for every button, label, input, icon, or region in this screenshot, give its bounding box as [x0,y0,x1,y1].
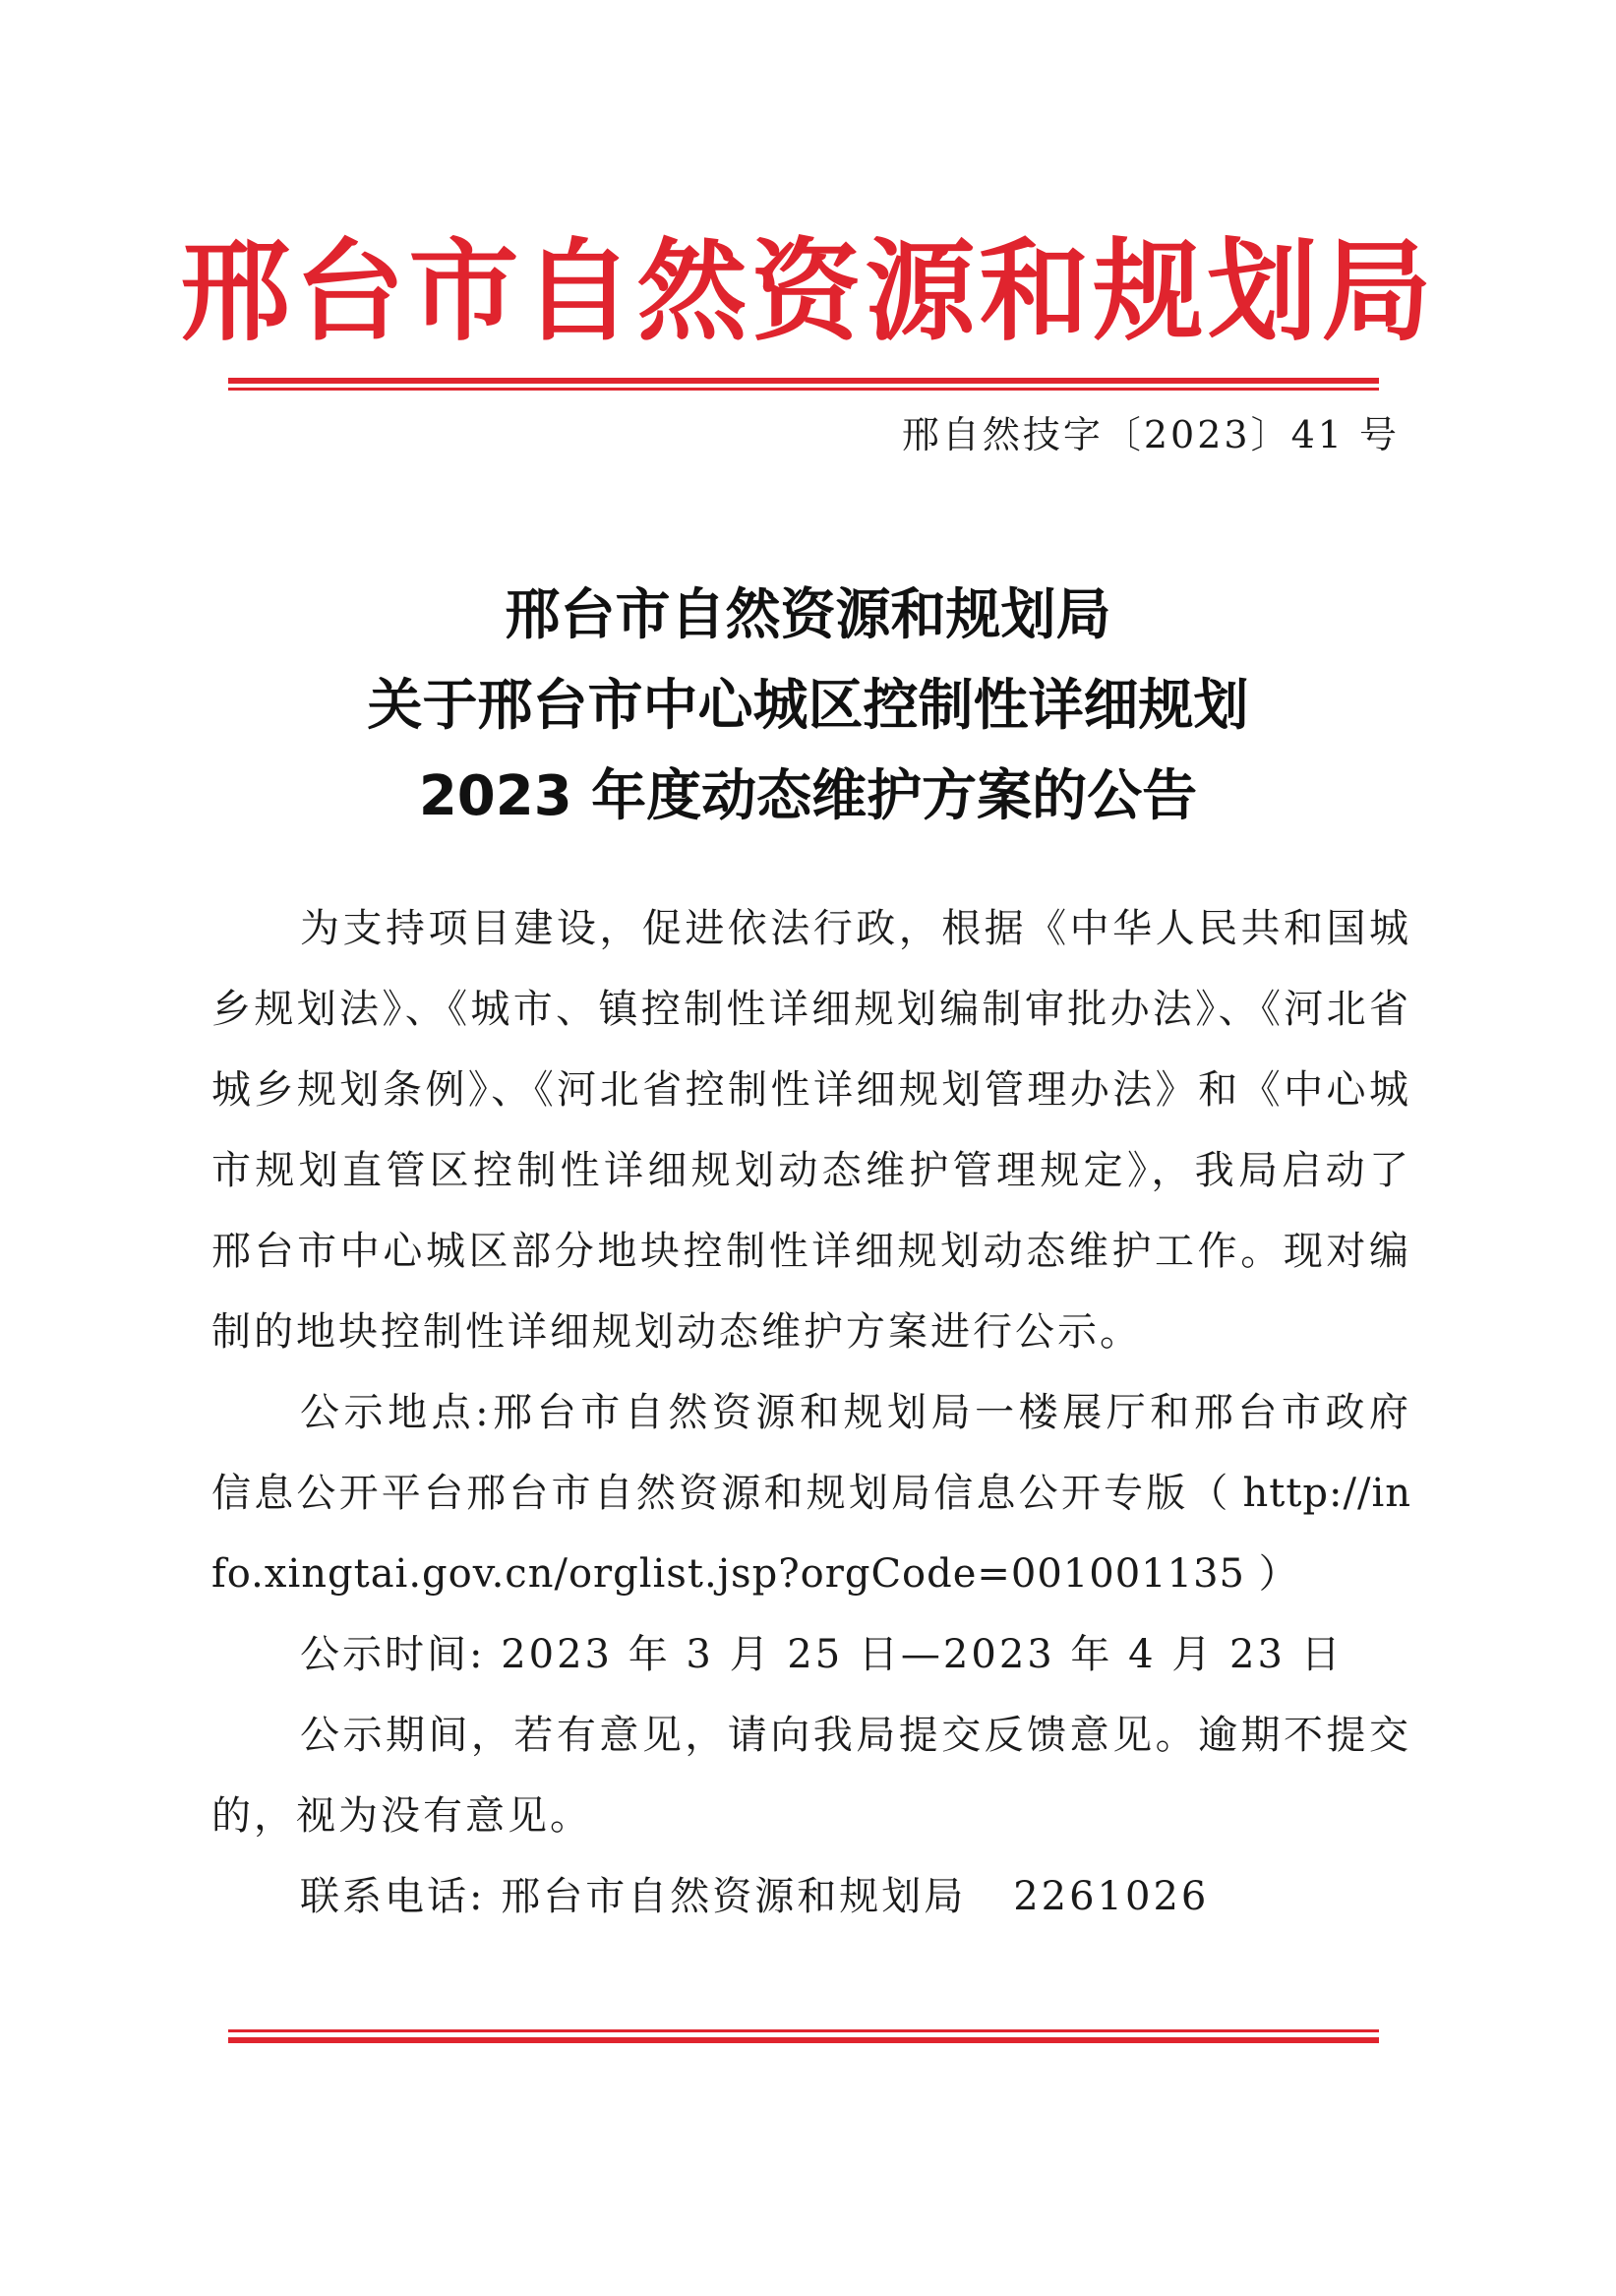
location-text: 邢台市自然资源和规划局一楼展厅和邢台市政府信息公开平台邢台市自然资源和规划局信息公开专版 [211,1390,1411,1516]
title-line-2: 关于邢台市中心城区控制性详细规划 [367,674,1249,738]
contact-org: 邢台市自然资源和规划局 [501,1874,967,1919]
title-line-1: 邢台市自然资源和规划局 [505,583,1111,647]
location-label: 公示地点: [300,1390,492,1435]
letterhead-org-name: 邢台市自然资源和规划局 [180,228,1436,356]
location-url: （ http://info.xingtai.gov.cn/orglist.jsp?orgCode=001001135 ） [211,1471,1412,1597]
time-label: 公示时间: [300,1632,486,1677]
footer-rule-thick [228,2037,1379,2043]
body-paragraph-time [211,1614,1411,1695]
contact-label: 联系电话: [300,1874,486,1919]
body-paragraph-feedback: 公示期间，若有意见，请向我局提交反馈意见。逾期不提交的，视为没有意见。 [211,1713,1411,1839]
notice-title [0,571,1616,842]
body-paragraph-intro: 为支持项目建设，促进依法行政，根据《中华人民共和国城乡规划法》、《城市、镇控制性详细规划编制审批办法》、《河北省城乡规划条例》、《河北省控制性详细规划管理办法》和《中心城市规划直管区控制性详细规划动态维护管理规定》，我局启动了邢台市中心城区部分地块控制性详细规划动态维护工作。现对编制的地块控制性详细规划动态维护方案进行公示。 [211,906,1411,1355]
header-rule-thin [228,388,1379,391]
body-paragraph-contact [211,1856,1411,1937]
time-text: 2023 年 3 月 25 日—2023 年 4 月 23 日 [501,1632,1344,1677]
contact-phone: 2261026 [1013,1874,1210,1919]
header-rule-thick [228,378,1379,384]
title-line-3: 2023 年度动态维护方案的公告 [418,764,1198,828]
notice-body [211,888,1411,1937]
footer-rule-thin [228,2029,1379,2032]
document-number: 邢自然技字〔2023〕41 号 [901,413,1400,456]
body-paragraph-location [211,1372,1411,1614]
